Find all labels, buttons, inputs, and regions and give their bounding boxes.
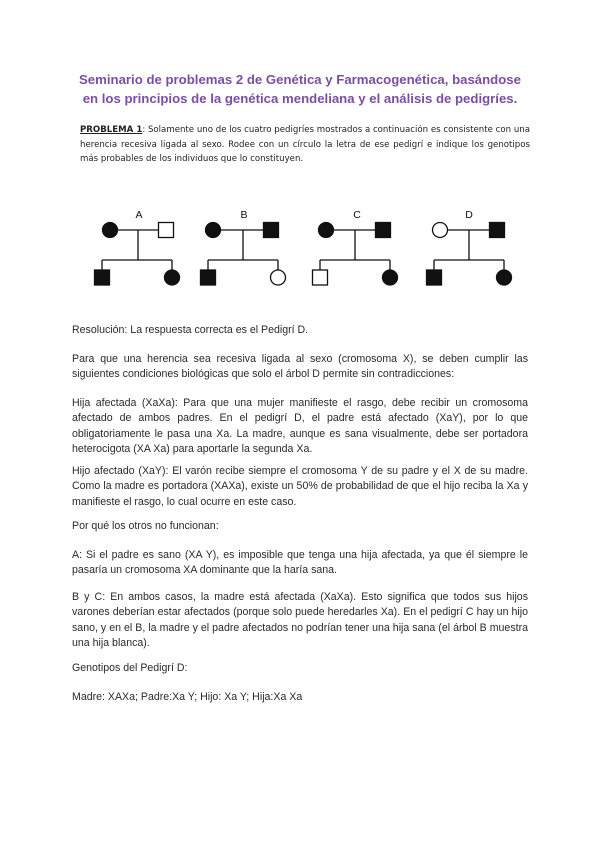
pedigree-label-a: A [135,209,143,221]
son-unaffected [313,270,328,285]
pedigree-figure [0,200,600,300]
mother-affected [103,223,118,238]
son-affected [427,270,442,285]
case-a: A: Si el padre es sano (XA Y), es imposible que tenga una hija afectada, ya que él siempre le pasaría un cromosoma XA dominante que la haría sana. [72,549,528,577]
mother-affected [319,223,334,238]
father-affected [264,223,279,238]
pedigree-d [427,223,512,286]
mother-affected [206,223,221,238]
daughter-unaffected [271,270,286,285]
father-affected [376,223,391,238]
title-line-1: Seminario de problemas 2 de Genética y Farmacogenética, basándose [79,72,521,87]
pedigree-b [201,223,286,286]
problem-statement [80,123,530,167]
father-affected [490,223,505,238]
resolution-daughter: Hija afectada (XaXa): Para que una mujer manifieste el rasgo, debe recibir un cromosoma afectado de ambos padres. En el pedigrí D, el padre está afectado (XaY), por lo que obligatoriamente le pasa una Xa. La madre, aunque es sana visualmente, debe ser portadora heterocigota (XA Xa) para aportarle la segunda Xa. [72,397,528,455]
son-affected [95,270,110,285]
resolution-intro: Para que una herencia sea recesiva ligada al sexo (cromosoma X), se deben cumplir las siguientes condiciones biológicas que solo el árbol D permite sin contradicciones: [72,353,528,381]
title-line-2: en los principios de la genética mendeliana y el análisis de pedigríes. [82,91,518,106]
problem-label: PROBLEMA 1 [80,125,143,135]
why-heading: Por qué los otros no funcionan: [72,520,219,532]
father-unaffected [159,223,174,238]
daughter-affected [497,270,512,285]
resolution-son: Hijo afectado (XaY): El varón recibe siempre el cromosoma Y de su padre y el X de su madre. Como la madre es portadora (XAXa), existe un 50% de probabilidad de que el hijo reciba la Xa y manifieste el rasgo, lo cual ocurre en este caso. [72,465,528,508]
case-b-c: B y C: En ambos casos, la madre está afectada (XaXa). Esto significa que todos sus hijos varones deberían estar afectados (porque solo puede heredarles Xa). En el pedigrí C hay un hijo sano, y en el B, la madre y el padre afectados no podrían tener una hija sana (el árbol B muestra una hija blanca). [72,591,528,649]
pedigree-label-b: B [240,209,248,221]
mother-unaffected [433,223,448,238]
resolution-answer: Resolución: La respuesta correcta es el Pedigrí D. [72,324,309,336]
son-affected [201,270,216,285]
pedigree-label-d: D [465,209,473,221]
pedigree-label-c: C [353,209,361,221]
problem-text: : Solamente uno de los cuatro pedigríes mostrados a continuación es consistente con una herencia recesiva ligada al sexo. Rodee con un círculo la letra de ese pedigrí e indique los genotipos más probables de los individuos que lo constituyen. [80,125,530,164]
genotypes-heading: Genotipos del Pedigrí D: [72,662,188,674]
daughter-affected [383,270,398,285]
genotypes: Madre: XAXa; Padre:Xa Y; Hijo: Xa Y; Hija:Xa Xa [72,691,303,703]
pedigree-c [313,223,398,286]
daughter-affected [165,270,180,285]
page-title [60,70,540,108]
pedigree-a [95,223,180,286]
